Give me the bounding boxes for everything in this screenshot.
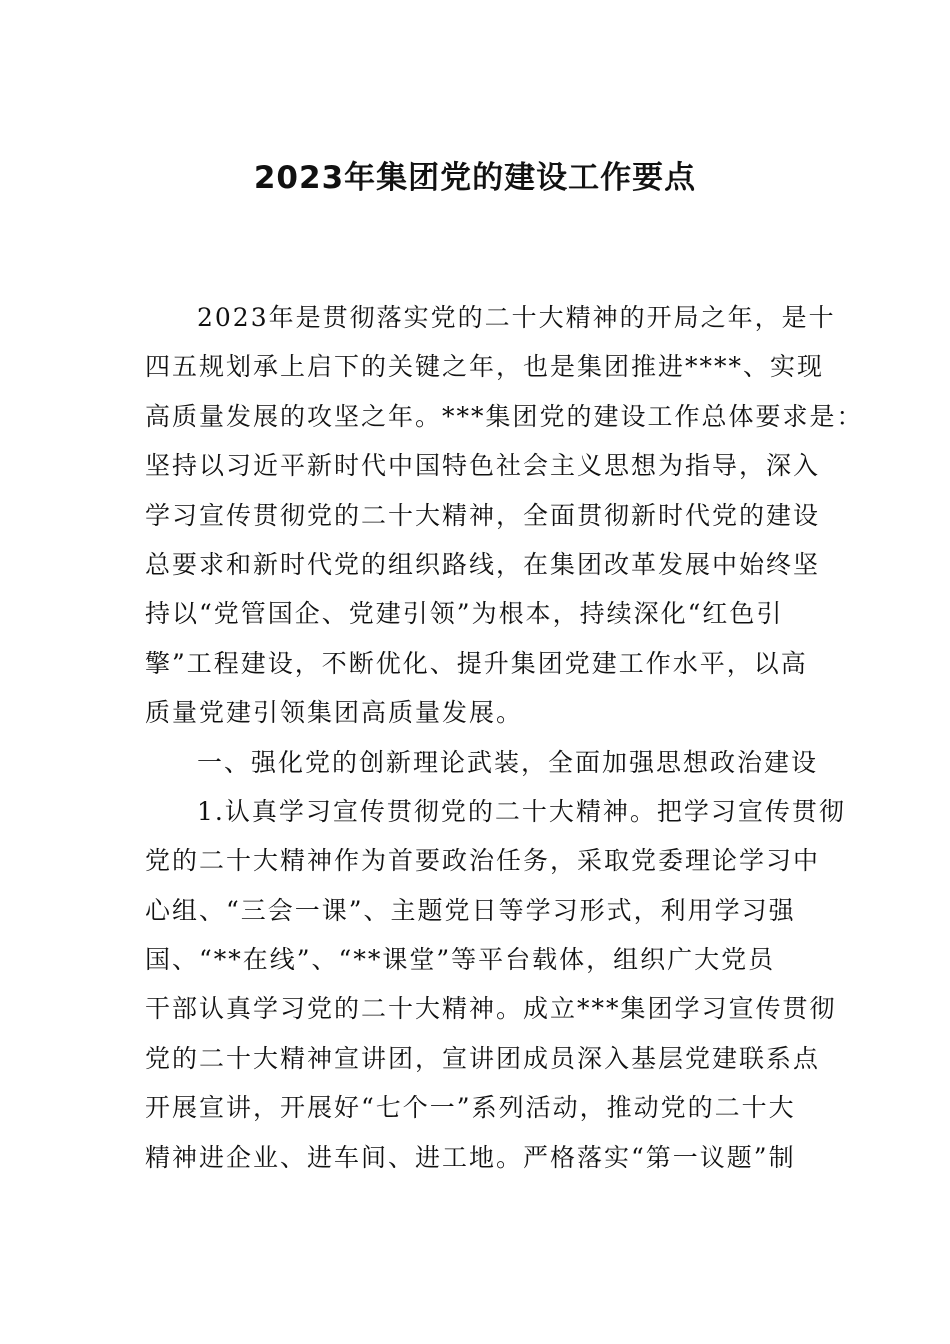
- document-body: [145, 293, 864, 1182]
- paragraph-2-line-8: 精神进企业、进车间、进工地。严格落实“第一议题”制: [145, 1142, 796, 1172]
- paragraph-2-line-4: 国、“**在线”、“**课堂”等平台载体，组织广大党员: [145, 945, 776, 975]
- paragraph-1-line-9: 质量党建引领集团高质量发展。: [145, 698, 524, 728]
- paragraph-2-line-2: 党的二十大精神作为首要政治任务，采取党委理论学习中: [145, 846, 821, 876]
- section-heading-1: 一、强化党的创新理论武装，全面加强思想政治建设: [197, 747, 819, 777]
- paragraph-1-line-3: 高质量发展的攻坚之年。***集团党的建设工作总体要求是：: [145, 401, 864, 431]
- paragraph-2-line-3: 心组、“三会一课”、主题党日等学习形式，利用学习强: [145, 895, 796, 925]
- paragraph-2-line-5: 干部认真学习党的二十大精神。成立***集团学习宣传贯彻: [145, 994, 837, 1024]
- paragraph-2-line-1: 1.认真学习宣传贯彻党的二十大精神。把学习宣传贯彻: [197, 796, 846, 826]
- paragraph-1-line-6: 总要求和新时代党的组织路线，在集团改革发展中始终坚: [145, 549, 821, 579]
- paragraph-1-line-1: 2023年是贯彻落实党的二十大精神的开局之年，是十: [197, 303, 836, 332]
- paragraph-2-line-7: 开展宣讲，开展好“七个一”系列活动，推动党的二十大: [145, 1093, 796, 1123]
- paragraph-1-line-7: 持以“党管国企、党建引领”为根本，持续深化“红色引: [145, 599, 784, 629]
- paragraph-2-line-6: 党的二十大精神宣讲团，宣讲团成员深入基层党建联系点: [145, 1043, 821, 1073]
- paragraph-1-line-2: 四五规划承上启下的关键之年，也是集团推进****、实现: [145, 352, 825, 382]
- paragraph-1-line-4: 坚持以习近平新时代中国特色社会主义思想为指导，深入: [145, 451, 821, 481]
- document-title: 2023年集团党的建设工作要点: [253, 160, 697, 196]
- paragraph-1-line-5: 学习宣传贯彻党的二十大精神，全面贯彻新时代党的建设: [145, 500, 821, 530]
- paragraph-1-line-8: 擎”工程建设，不断优化、提升集团党建工作水平，以高: [145, 648, 808, 678]
